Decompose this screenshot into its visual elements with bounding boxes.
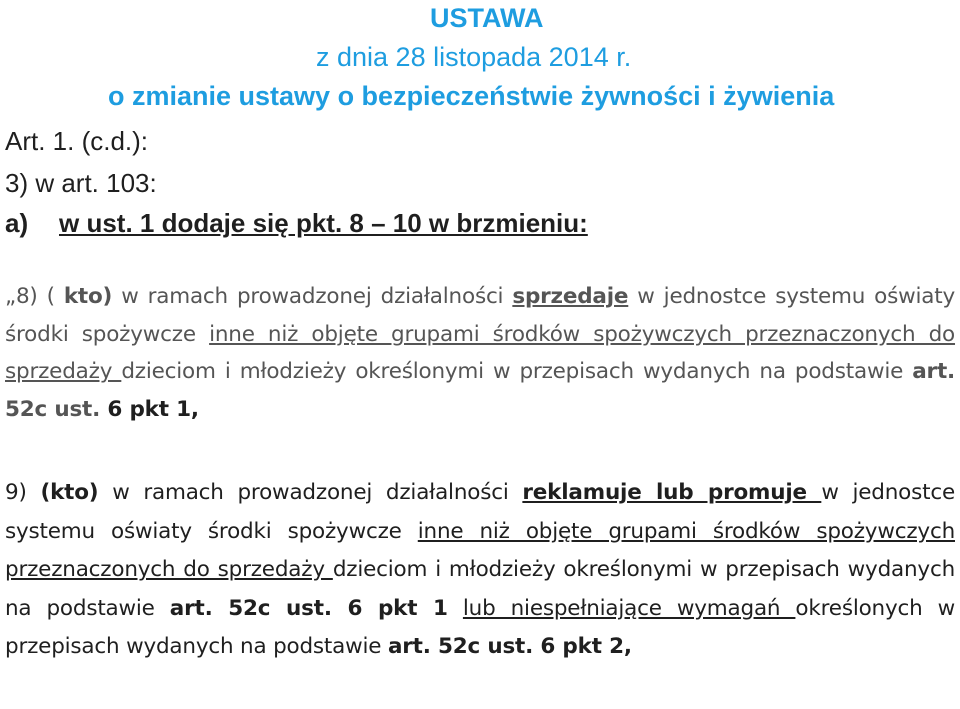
point-reference: 3) w art. 103:	[5, 168, 157, 198]
item8-text-a: w ramach prowadzonej działalności	[112, 284, 513, 309]
item9-text-b: w jednostce systemu oświaty środki spożywcze	[5, 480, 955, 544]
paragraph-item-8	[5, 278, 955, 428]
item9-text-c: dzieciom i młodzieży określonymi w przepisach wydanych na podstawie	[5, 557, 955, 621]
item9-who: (kto)	[40, 480, 99, 505]
item8-prefix: „8) (	[5, 284, 64, 309]
item9-text-d: określonych w przepisach wydanych na podstawie	[5, 595, 955, 659]
item9-legal-ref-2: art. 52c ust. 6 pkt 2,	[387, 634, 632, 659]
sub-point-line	[5, 210, 588, 236]
sub-point-text: w ust. 1 dodaje się pkt. 8 – 10 w brzmieniu:	[59, 208, 588, 238]
item9-verb: reklamuje lub promuje	[522, 480, 822, 505]
act-title: USTAWA	[430, 3, 544, 33]
item8-who: kto)	[63, 284, 113, 309]
article-reference: Art. 1. (c.d.):	[5, 126, 149, 156]
item8-exclusion: inne niż objęte grupami środków spożywczych przeznaczonych do sprzedaży	[5, 321, 956, 384]
act-date: z dnia 28 listopada 2014 r.	[316, 42, 632, 72]
item8-legal-ref-tail: 6 pkt 1,	[100, 396, 199, 422]
item8-verb: sprzedaje	[512, 284, 629, 309]
item9-legal-ref-1: art. 52c ust. 6 pkt 1	[169, 595, 448, 621]
item9-requirements: lub niespełniające wymagań	[462, 595, 796, 621]
item9-space	[448, 596, 463, 621]
item9-exclusion: inne niż objęte grupami środków spożywczych przeznaczonych do sprzedaży	[5, 518, 955, 582]
item8-legal-ref: art. 52c ust.	[5, 359, 955, 422]
paragraph-item-9	[5, 474, 955, 667]
item8-text-b: w jednostce systemu oświaty środki spożywcze	[5, 284, 955, 347]
sub-point-letter: a)	[5, 208, 29, 238]
item9-prefix: 9)	[5, 480, 41, 505]
item9-text-a: w ramach prowadzonej działalności	[98, 480, 523, 505]
item8-text-c: dzieciom i młodzieży określonymi w przepisach wydanych na podstawie	[121, 359, 913, 384]
act-subject: o zmianie ustawy o bezpieczeństwie żywności i żywienia	[108, 81, 835, 111]
